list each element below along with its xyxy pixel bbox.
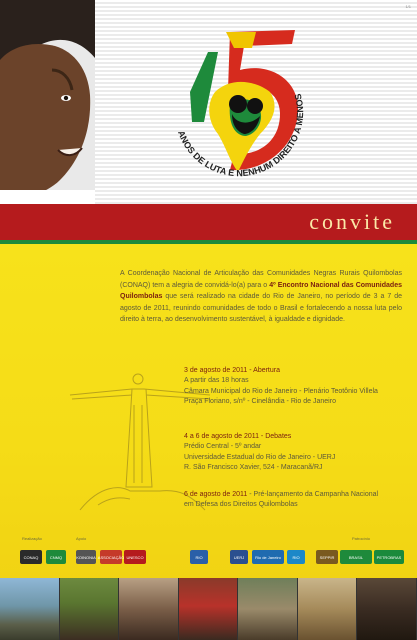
logo-arc-text: ANOS DE LUTA E NENHUM DIREITO A MENOS (176, 92, 306, 179)
event-debates (184, 432, 404, 474)
unesco-logo: UNESCO (124, 550, 146, 564)
koinonia-logo: KOINONIA (76, 550, 96, 564)
event-campaign-line: em Defesa dos Direitos Quilombolas (184, 501, 298, 509)
apoio-label: Apoio (76, 536, 87, 541)
portrait-photo (119, 578, 179, 640)
associacao-logo: ASSOCIAÇÃO (100, 550, 122, 564)
anniversary-logo (160, 22, 320, 202)
woman-photo (179, 578, 239, 640)
event-name: 4º Encontro Nacional das Comunidades Quilombolas (120, 281, 402, 301)
cnmq-logo: CNMQ (46, 550, 66, 564)
invitation-title: convite (309, 209, 395, 234)
rio-de-janeiro-logo: Rio de Janeiro (252, 550, 284, 564)
realizacao-label: Realização (22, 536, 42, 541)
corner-mark: 1/1 (405, 4, 411, 9)
event-campaign (184, 490, 404, 511)
event-opening-line: Câmara Municipal do Rio de Janeiro - Plenário Teotônio Villela (184, 387, 378, 395)
intro-text-1: A Coordenação Nacional de Articulação das Comunidades Negras Rurais Quilombolas (CONAQ) tem a alegria de convidá-lo(a) para o (120, 270, 402, 289)
photo-strip (0, 578, 417, 640)
event-debates-line: R. São Francisco Xavier, 524 - Maracanã/RJ (184, 464, 323, 472)
patrocinio-label: Patrocínio (352, 536, 371, 541)
event-debates-line: Prédio Central - 5º andar (184, 443, 262, 451)
beach-photo (0, 578, 60, 640)
event-opening-line: Praça Floriano, s/nº - Cinelândia - Rio de Janeiro (184, 398, 336, 406)
conaq-logo: CONAQ (20, 550, 42, 564)
baskets-photo (298, 578, 358, 640)
girl-photo (0, 0, 95, 205)
event-campaign-date: 6 de agosto de 2011 (184, 491, 248, 498)
rio-city-logo: RIO (287, 550, 305, 564)
event-campaign-title: - Pré-lançamento da Campanha Nacional (247, 491, 379, 498)
event-opening-date: 3 de agosto de 2011 - Abertura (184, 367, 280, 374)
intro-paragraph (120, 268, 402, 326)
man-photo (357, 578, 417, 640)
event-debates-date: 4 a 6 de agosto de 2011 - Debates (184, 433, 292, 440)
children-photo (60, 578, 120, 640)
uerj-logo: UERJ (230, 550, 248, 564)
event-opening-line: A partir das 18 horas (184, 377, 249, 385)
brasil-logo: BRASIL (340, 550, 372, 564)
rio-logo: RIO (190, 550, 208, 564)
intro-text-2: que será realizado na cidade do Rio de Janeiro, no período de 3 a 7 de agosto de 2011, reunindo comunidades de todo o Brasil e fortalecendo a nossa luta pelo direito à terra, ao desenvolvimento sustentável, à igualdade e dignidade. (120, 293, 402, 324)
event-opening (184, 366, 404, 408)
seppir-logo: SEPPIR (316, 550, 338, 564)
event-debates-line: Universidade Estadual do Rio de Janeiro - UERJ (184, 453, 336, 461)
gathering-photo (238, 578, 298, 640)
petrobras-logo: PETROBRAS (374, 550, 404, 564)
